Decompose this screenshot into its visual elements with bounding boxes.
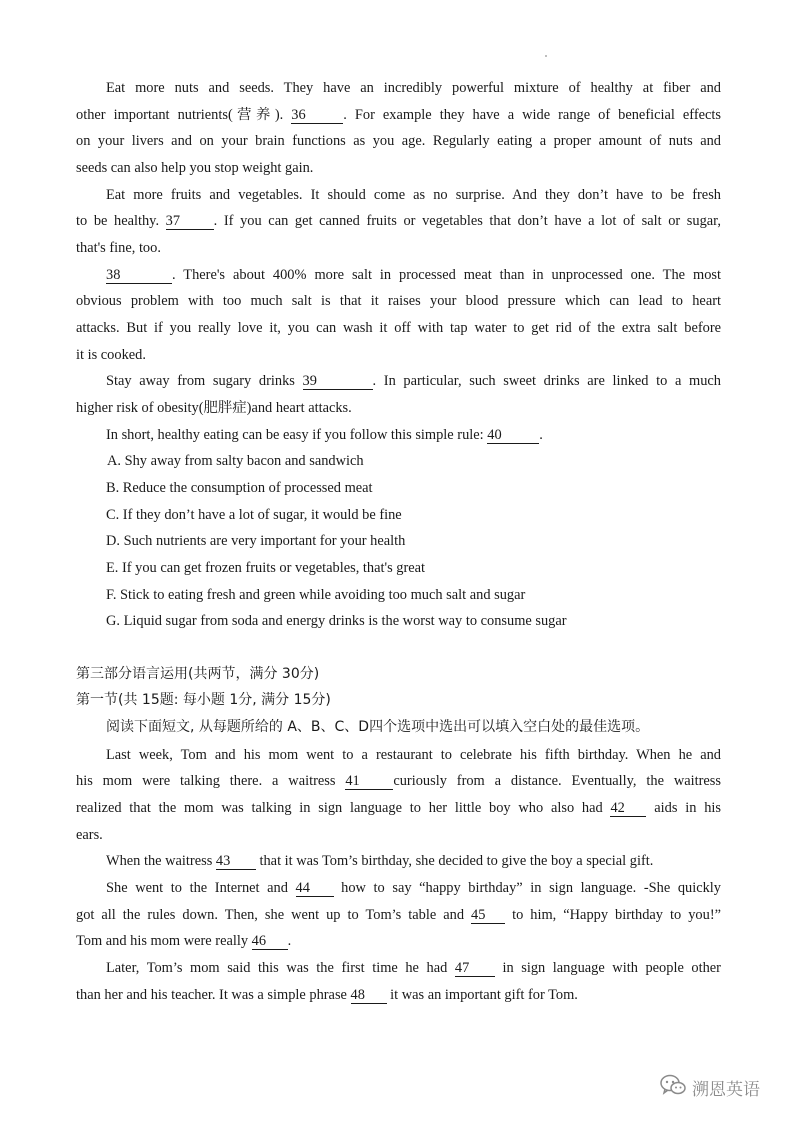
part-title: 第三部分语言运用(共两节，满分 30分) — [76, 666, 320, 682]
watermark-text: 溯恩英语 — [692, 1079, 760, 1100]
passage-line: on your livers and on your brain functions as you age. Regularly eating a proper amount of nuts and — [76, 133, 721, 149]
blank-38: 38 — [106, 267, 172, 284]
blank-36: 36 — [291, 107, 343, 124]
story-line: than her and his teacher. It was a simple phrase 48 it was an important gift for Tom. — [76, 987, 578, 1003]
story-line: ears. — [76, 827, 103, 843]
story-line: got all the rules down. Then, she went up to Tom’s table and 45 to him, “Happy birthday to you!” — [76, 907, 722, 923]
story-line: Tom and his mom were really 46 . — [76, 933, 292, 949]
passage-line: that's fine, too. — [76, 240, 161, 256]
section-title: 第一节(共 15题: 每小题 1分, 满分 15分) — [76, 692, 331, 708]
story-line: She went to the Internet and 44 how to say “happy birthday” in sign language. -She quickly — [106, 880, 721, 896]
blank-41: 41 — [345, 773, 393, 790]
story-line: his mom were talking there. a waitress 41 curiously from a distance. Eventually, the waitress — [76, 773, 722, 789]
passage-line: other important nutrients(营养). 36 . For example they have a wide range of beneficial effects — [76, 107, 721, 123]
passage-line: higher risk of obesity(肥胖症)and heart attacks. — [76, 400, 352, 416]
passage-line: Eat more fruits and vegetables. It should come as no surprise. And they don’t have to be fresh — [106, 187, 721, 203]
passage-line: In short, healthy eating can be easy if you follow this simple rule: 40 . — [106, 427, 543, 443]
blank-46: 46 — [252, 933, 288, 950]
passage-line: it is cooked. — [76, 347, 146, 363]
blank-48: 48 — [351, 987, 387, 1004]
option-a: A. Shy away from salty bacon and sandwich — [107, 453, 364, 469]
option-b: B. Reduce the consumption of processed meat — [106, 480, 373, 496]
option-c: C. If they don’t have a lot of sugar, it would be fine — [106, 507, 402, 523]
wechat-icon — [660, 1074, 686, 1101]
passage-line: seeds can also help you stop weight gain. — [76, 160, 314, 176]
option-f: F. Stick to eating fresh and green while avoiding too much salt and sugar — [106, 587, 526, 603]
blank-44: 44 — [296, 880, 334, 897]
blank-47: 47 — [455, 960, 495, 977]
passage-line: 38 . There's about 400% more salt in processed meat than in unprocessed one. The most — [106, 267, 721, 283]
passage-line: to be healthy. 37 . If you can get canned fruits or vegetables that don’t have a lot of salt or sugar, — [76, 213, 721, 229]
story-line: realized that the mom was talking in sign language to her little boy who also had 42 aids in his — [76, 800, 721, 816]
blank-39: 39 — [303, 373, 373, 390]
blank-42: 42 — [610, 800, 646, 817]
passage-line: attacks. But if you really love it, you can wash it off with tap water to get rid of the extra salt before — [76, 320, 721, 336]
blank-43: 43 — [216, 853, 256, 870]
blank-40: 40 — [487, 427, 539, 444]
blank-45: 45 — [471, 907, 505, 924]
story-line: Last week, Tom and his mom went to a restaurant to celebrate his fifth birthday. When he and — [106, 747, 721, 763]
passage-line: obvious problem with too much salt is that it raises your blood pressure which can lead to heart — [76, 293, 721, 309]
instruction: 阅读下面短文, 从每题所给的 A、B、C、D四个选项中选出可以填入空白处的最佳选项。 — [106, 719, 650, 735]
scan-speck — [545, 55, 547, 57]
watermark — [660, 1074, 760, 1100]
option-g: G. Liquid sugar from soda and energy drinks is the worst way to consume sugar — [106, 613, 567, 629]
passage-line: Eat more nuts and seeds. They have an incredibly powerful mixture of healthy at fiber and — [106, 80, 721, 96]
option-d: D. Such nutrients are very important for your health — [106, 533, 406, 549]
story-line: When the waitress 43 that it was Tom’s birthday, she decided to give the boy a special gift. — [106, 853, 654, 869]
option-e: E. If you can get frozen fruits or vegetables, that's great — [106, 560, 426, 576]
story-line: Later, Tom’s mom said this was the first time he had 47 in sign language with people other — [106, 960, 721, 976]
passage-line: Stay away from sugary drinks 39 . In particular, such sweet drinks are linked to a much — [106, 373, 721, 389]
blank-37: 37 — [166, 213, 214, 230]
